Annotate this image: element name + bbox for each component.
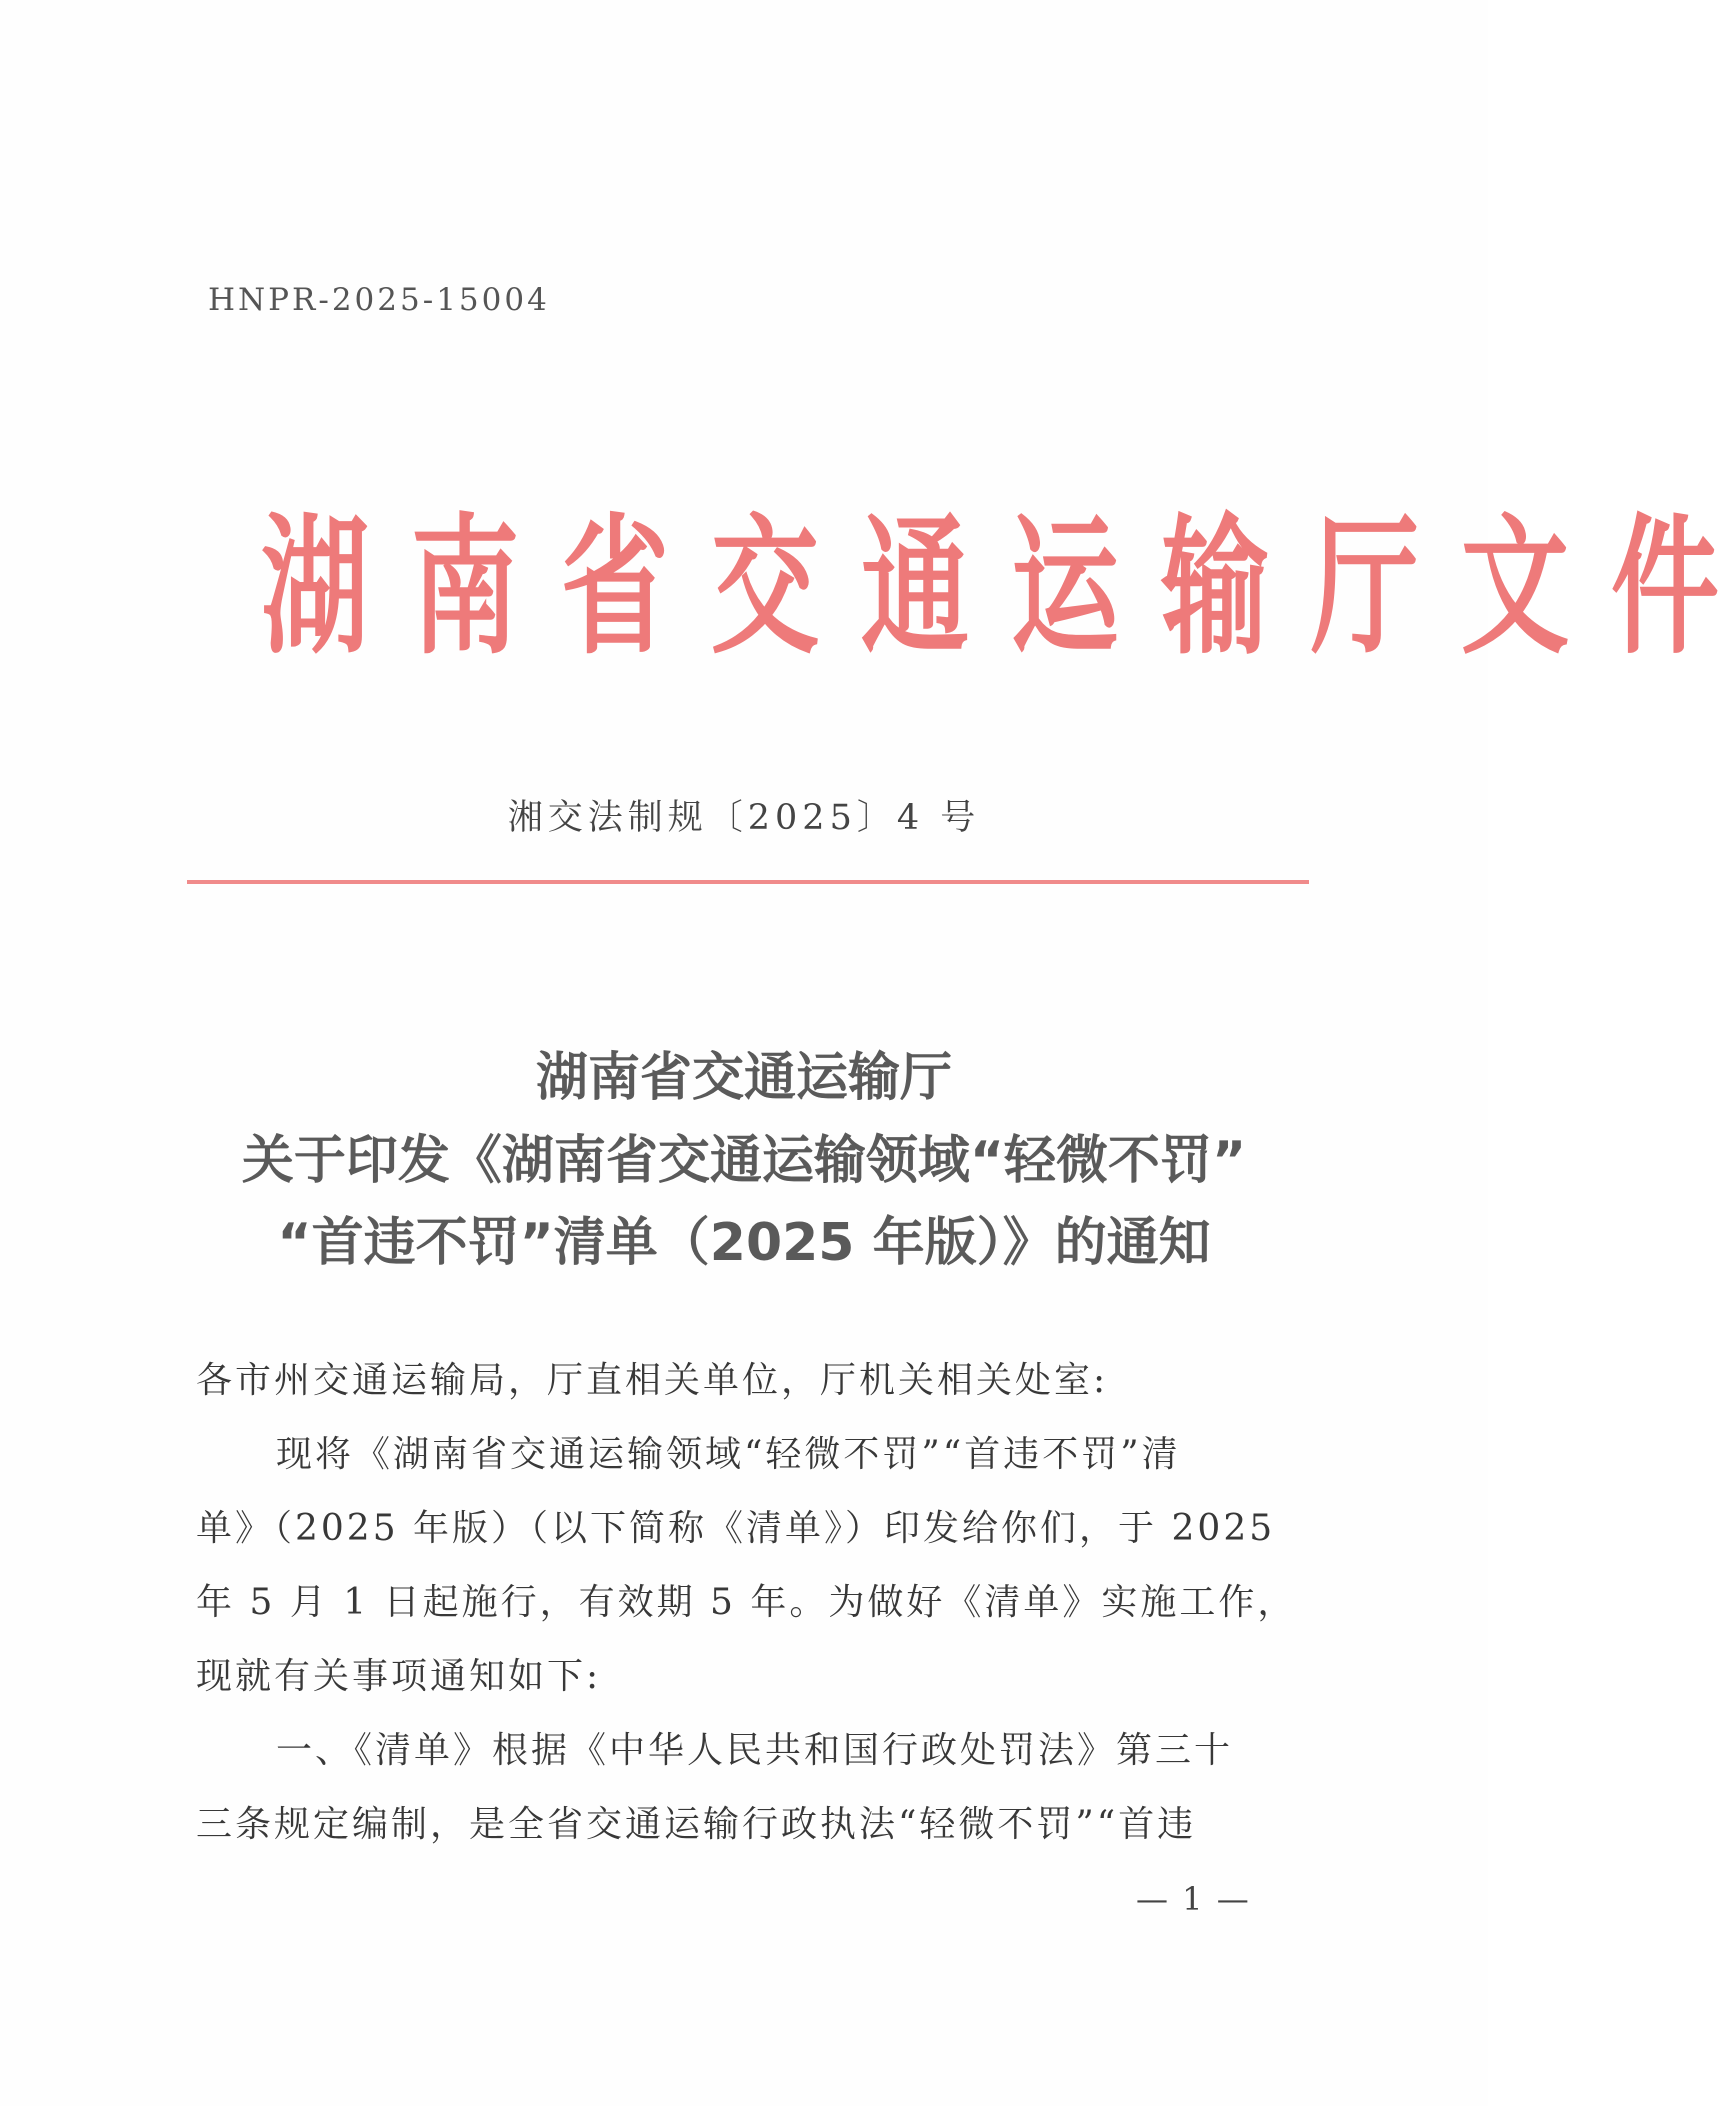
masthead-char: 南 <box>411 501 520 675</box>
body-paragraph-line: 现将《湖南省交通运输领域“轻微不罚”“首违不罚”清 <box>276 1434 1181 1475</box>
salutation: 各市州交通运输局，厅直相关单位，厅机关相关处室: <box>196 1360 1109 1401</box>
body-paragraph-line: 三条规定编制，是全省交通运输行政执法“轻微不罚”“首违 <box>196 1804 1197 1845</box>
masthead-char: 交 <box>711 501 820 675</box>
document-number: 湘交法制规〔2025〕4 号 <box>507 798 981 838</box>
red-divider-line <box>187 880 1309 884</box>
notice-title-line-1: 湖南省交通运输厅 <box>535 1048 952 1108</box>
masthead-char: 运 <box>1011 501 1120 675</box>
document-code: HNPR-2025-15004 <box>208 282 550 318</box>
body-paragraph-line: 单》（2025 年版）（以下简称《清单》）印发给你们，于 2025 <box>196 1508 1276 1549</box>
masthead-title <box>240 498 1719 678</box>
masthead-char: 文 <box>1461 501 1570 675</box>
masthead-char: 输 <box>1161 501 1270 675</box>
masthead-char: 通 <box>861 501 970 675</box>
body-paragraph-line: 年 5 月 1 日起施行，有效期 5 年。为做好《清单》实施工作， <box>196 1582 1297 1623</box>
body-paragraph-line: 现就有关事项通知如下: <box>196 1656 602 1697</box>
page-number: — 1 — <box>1136 1880 1251 1918</box>
notice-title-line-2: 关于印发《湖南省交通运输领域“轻微不罚” <box>241 1131 1247 1191</box>
body-paragraph-line: 一、《清单》根据《中华人民共和国行政处罚法》第三十 <box>276 1730 1234 1771</box>
masthead-char: 件 <box>1611 501 1719 675</box>
masthead-char: 湖 <box>261 501 370 675</box>
masthead-char: 厅 <box>1311 501 1420 675</box>
masthead-char: 省 <box>561 501 670 675</box>
notice-title-line-3: “首违不罚”清单（2025 年版）》的通知 <box>277 1213 1211 1273</box>
